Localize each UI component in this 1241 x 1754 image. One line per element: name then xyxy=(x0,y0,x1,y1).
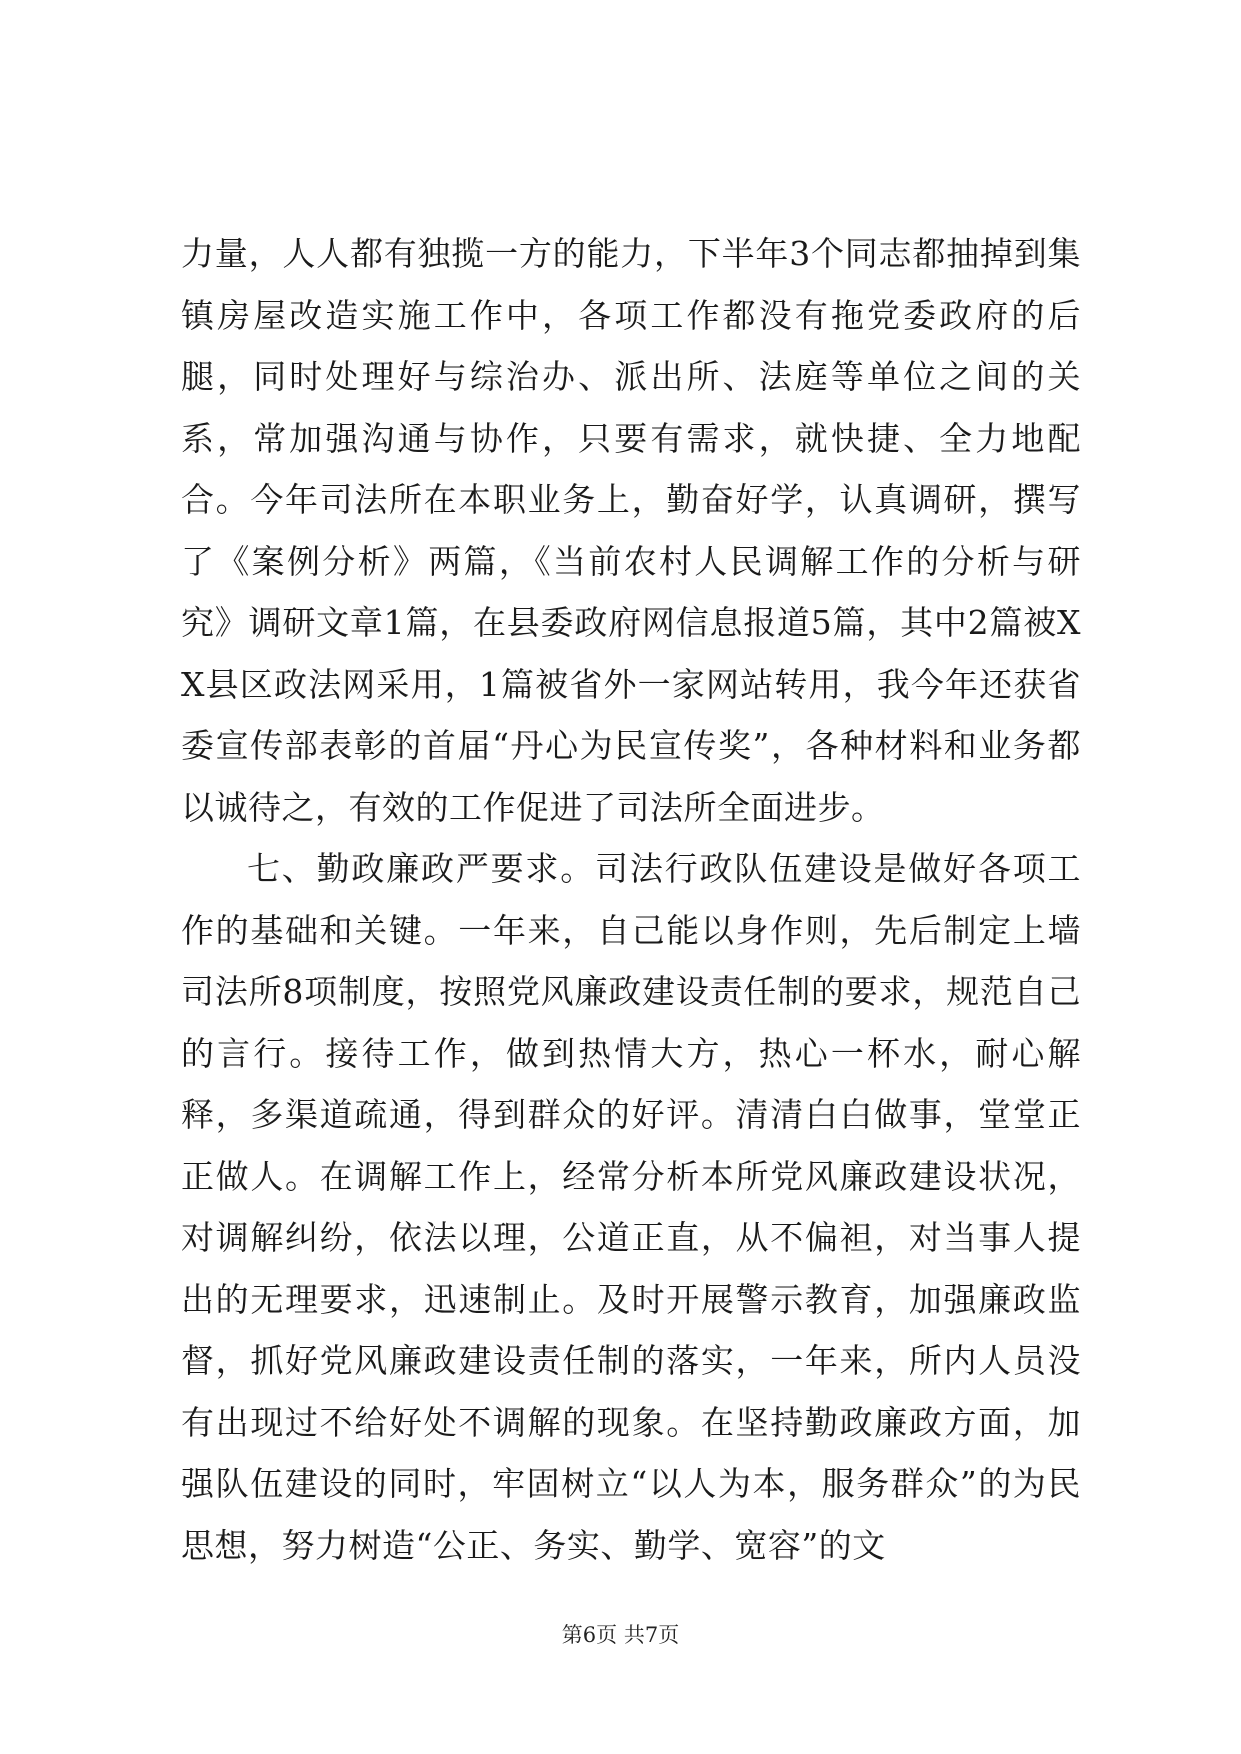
page-footer xyxy=(0,1621,1241,1649)
paragraph-2-section-seven: 七、勤政廉政严要求。司法行政队伍建设是做好各项工作的基础和关键。一年来，自己能以身作则，先后制定上墙司法所8项制度，按照党风廉政建设责任制的要求，规范自己的言行。接待工作，做到热情大方，热心一杯水，耐心解释，多渠道疏通，得到群众的好评。清清白白做事，堂堂正正做人。在调解工作上，经常分析本所党风廉政建设状况，对调解纠纷，依法以理，公道正直，从不偏袒，对当事人提出的无理要求，迅速制止。及时开展警示教育，加强廉政监督，抓好党风廉政建设责任制的落实，一年来，所内人员没有出现过不给好处不调解的现象。在坚持勤政廉政方面，加强队伍建设的同时，牢固树立“以人为本，服务群众”的为民思想，努力树造“公正、务实、勤学、宽容”的文 xyxy=(181,849,1081,1565)
document-body xyxy=(181,223,1081,1576)
paragraph-1: 力量，人人都有独揽一方的能力，下半年3个同志都抽掉到集镇房屋改造实施工作中，各项工作都没有拖党委政府的后腿，同时处理好与综治办、派出所、法庭等单位之间的关系，常加强沟通与协作，只要有需求，就快捷、全力地配合。今年司法所在本职业务上，勤奋好学，认真调研，撰写了《案例分析》两篇，《当前农村人民调解工作的分析与研究》调研文章1篇，在县委政府网信息报道5篇，其中2篇被XX县区政法网采用，1篇被省外一家网站转用，我今年还获省委宣传部表彰的首届“丹心为民宣传奖”，各种材料和业务都以诚待之，有效的工作促进了司法所全面进步。 xyxy=(181,234,1081,827)
page-number-label: 第6页 共7页 xyxy=(561,1623,680,1647)
